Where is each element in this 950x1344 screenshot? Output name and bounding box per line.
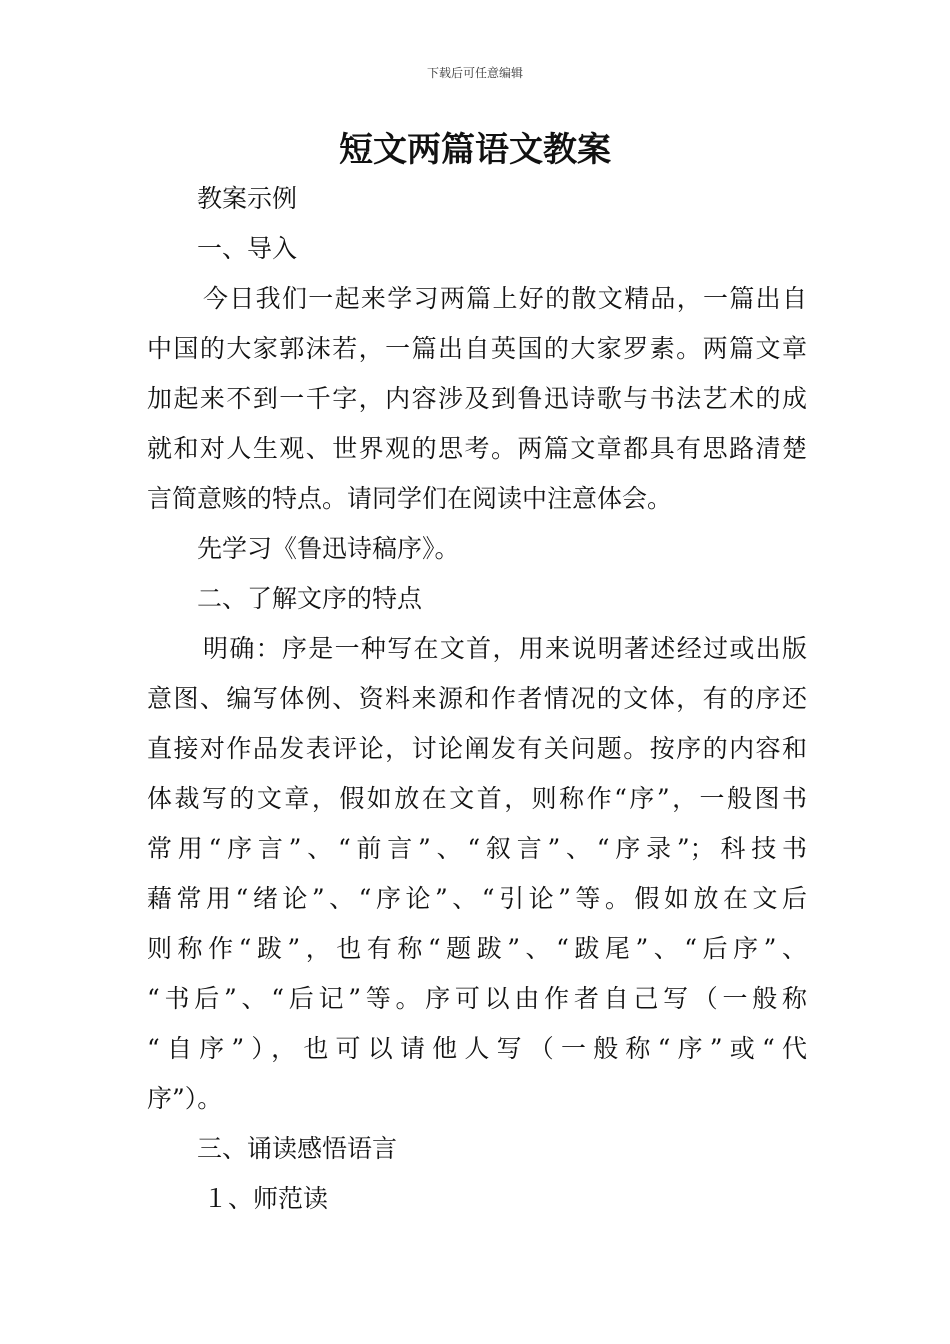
paragraph-line: 就和对人生观、世界观的思考。两篇文章都具有思路清楚 xyxy=(147,434,807,463)
paragraph-line: 常用“序言”、“前言”、“叙言”、“序录”；科技书 xyxy=(147,834,807,863)
paragraph-line: 明确：序是一种写在文首，用来说明著述经过或出版 xyxy=(203,634,807,663)
paragraph-line: 中国的大家郭沫若，一篇出自英国的大家罗素。两篇文章 xyxy=(147,334,807,363)
paragraph-line: 先学习《鲁迅诗稿序》。 xyxy=(197,534,460,563)
section-heading-preface: 二、了解文序的特点 xyxy=(197,584,423,613)
paragraph-line: “书后”、“后记”等。序可以由作者自己写（一般称 xyxy=(147,984,807,1013)
paragraph-line: 直接对作品发表评论，讨论阐发有关问题。按序的内容和 xyxy=(147,734,807,763)
paragraph-line: 言简意赅的特点。请同学们在阅读中注意体会。 xyxy=(147,484,673,513)
paragraph-line: 则称作“跋”，也有称“题跋”、“跋尾”、“后序”、 xyxy=(147,934,807,963)
section-heading-intro: 一、导入 xyxy=(197,234,298,263)
paragraph-line: 意图、编写体例、资料来源和作者情况的文体，有的序还 xyxy=(147,684,807,713)
section-label-example: 教案示例 xyxy=(197,184,298,213)
paragraph-line: 体裁写的文章，假如放在文首，则称作“序”，一般图书 xyxy=(147,784,807,813)
section-heading-reading: 三、诵读感悟语言 xyxy=(197,1134,398,1163)
list-item: １、师范读 xyxy=(203,1184,329,1213)
paragraph-line: “自序”），也可以请他人写（一般称“序”或“代 xyxy=(147,1034,807,1063)
paragraph-line: 加起来不到一千字，内容涉及到鲁迅诗歌与书法艺术的成 xyxy=(147,384,807,413)
document-title: 短文两篇语文教案 xyxy=(339,130,611,170)
document-body xyxy=(147,174,807,1224)
header-note: 下载后可任意编辑 xyxy=(426,66,523,80)
paragraph-line: 今日我们一起来学习两篇上好的散文精品，一篇出自 xyxy=(203,284,807,313)
paragraph-line: 序”）。 xyxy=(147,1084,223,1113)
paragraph-line: 藉常用“绪论”、“序论”、“引论”等。假如放在文后 xyxy=(147,884,807,913)
